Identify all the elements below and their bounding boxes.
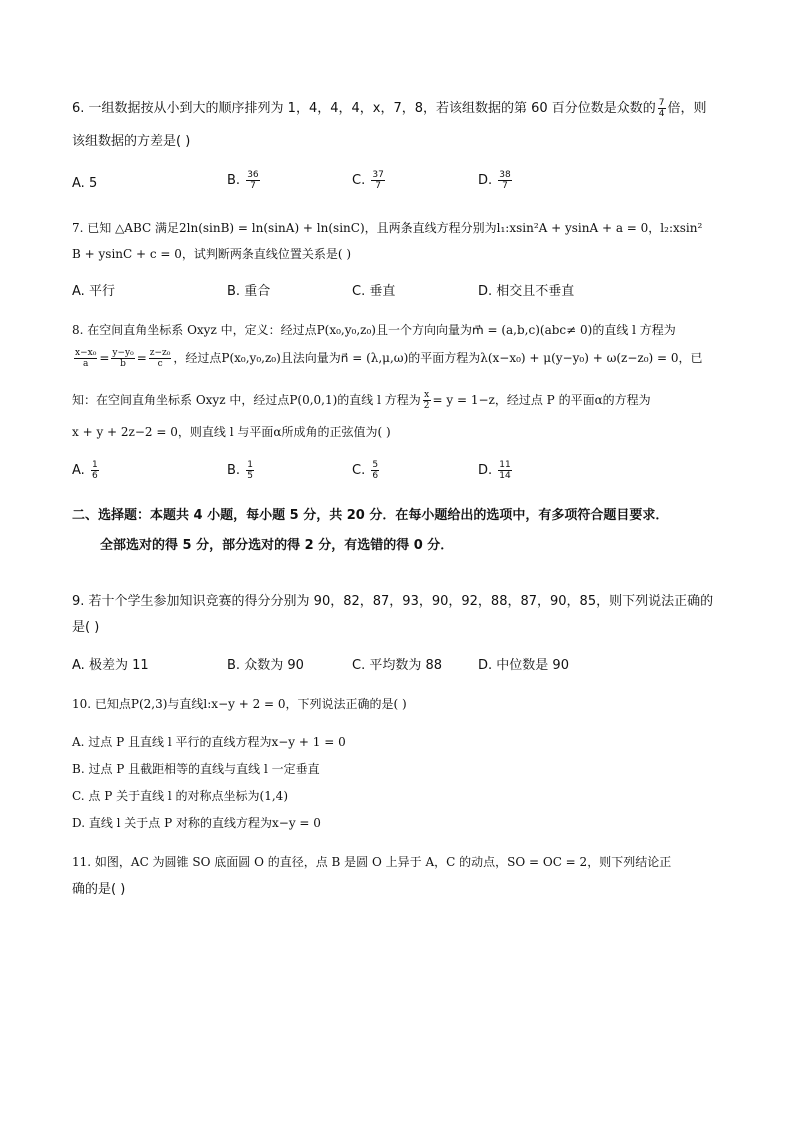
q6-option-d[interactable]: D. $\frac{38}{7}$ — [478, 170, 511, 191]
q8-fraction-line3: $\frac{x}{2}$ — [423, 390, 430, 411]
q11-line1: 11. 如图，AC 为圆锥 SO 底面圆 O 的直径，点 B 是圆 O 上异于 A，C 的动点，SO = OC = 2，则下列结论正 — [72, 855, 672, 869]
q6-option-a[interactable]: A. 5 — [72, 176, 98, 191]
q6-line2: 该组数据的方差是( ) — [72, 134, 191, 149]
q10-option-a[interactable]: A. 过点 P 且直线 l 平行的直线方程为x−y + 1 = 0 — [72, 735, 346, 749]
q8-option-c[interactable]: C. $\frac{5}{6}$ — [352, 460, 379, 481]
q10-option-c[interactable]: C. 点 P 关于直线 l 的对称点坐标为(1,4) — [72, 789, 289, 803]
q8-fraction-z: $\frac{\text{z−z₀}}{c}$ — [149, 348, 171, 369]
q9-line2: 是( ) — [72, 620, 100, 635]
q8-option-a[interactable]: A. $\frac{1}{6}$ — [72, 460, 98, 481]
q10-line1: 10. 已知点P(2,3)与直线l:x−y + 2 = 0，下列说法正确的是( ) — [72, 697, 407, 711]
q7-line1: 7. 已知 △ABC 满足2ln(sinB) = ln(sinA) + ln(sinC)，且两条直线方程分别为l₁:xsin²A + ysinA + a = 0，l₂:xsin² — [72, 221, 703, 235]
q6-fraction: $\frac{7}{4}$ — [658, 98, 665, 119]
q6-option-c[interactable]: C. $\frac{37}{7}$ — [352, 170, 384, 191]
q9-option-d[interactable]: D. 中位数是 90 — [478, 658, 569, 673]
q7-line2: B + ysinC + c = 0，试判断两条直线位置关系是( ) — [72, 247, 352, 261]
q9-option-b[interactable]: B. 众数为 90 — [227, 658, 304, 673]
q8-option-b[interactable]: B. $\frac{1}{5}$ — [227, 460, 253, 481]
q11-line2: 确的是( ) — [72, 882, 126, 897]
q7-option-c[interactable]: C. 垂直 — [352, 284, 396, 299]
section2-heading: 二、选择题：本题共 4 小题，每小题 5 分，共 20 分．在每小题给出的选项中，有多项符合题目要求． — [72, 508, 669, 523]
q8-fraction-x: $\frac{\text{x−x₀}}{a}$ — [75, 348, 97, 369]
q10-option-b[interactable]: B. 过点 P 且截距相等的直线与直线 l 一定垂直 — [72, 762, 320, 776]
q9-line1: 9. 若十个学生参加知识竞赛的得分分别为 90，82，87，93，90，92，88，87，90，85，则下列说法正确的 — [72, 594, 714, 609]
q6-option-b[interactable]: B. $\frac{36}{7}$ — [227, 170, 259, 191]
q6-stem: 6. 一组数据按从小到大的顺序排列为 1，4，4，4，x，7，8，若该组数据的第 60 百分位数是众数的 — [72, 101, 656, 116]
q7-option-b[interactable]: B. 重合 — [227, 284, 271, 299]
q7-option-d[interactable]: D. 相交且不垂直 — [478, 284, 575, 299]
q7-option-a[interactable]: A. 平行 — [72, 284, 115, 299]
q8-fraction-y: $\frac{\text{y−y₀}}{b}$ — [112, 348, 134, 369]
q9-option-a[interactable]: A. 极差为 11 — [72, 658, 149, 673]
q8-line2: $\frac{\text{x−x₀}}{a}$ = $\frac{\text{y−y₀}}{b}$ = $\frac{\text{z−z₀}}{c}$ ，经过点P(x₀,y₀,z₀)且法向量为n⃗ = (λ,μ,ω)的平面方程为λ(x−x₀) + μ(y−y₀) + ω(z−z₀) = 0，已 — [75, 348, 703, 369]
q8-line3: 知：在空间直角坐标系 Oxyz 中，经过点P(0,0,1)的直线 l 方程为 $\frac{x}{2}$ = y = 1−z，经过点 P 的平面α的方程为 — [72, 390, 651, 411]
q9-option-c[interactable]: C. 平均数为 88 — [352, 658, 443, 673]
section2-rules: 全部选对的得 5 分，部分选对的得 2 分，有选错的得 0 分． — [100, 538, 454, 553]
q8-line4: x + y + 2z−2 = 0，则直线 l 与平面α所成角的正弦值为( ) — [72, 425, 391, 439]
q8-line1: 8. 在空间直角坐标系 Oxyz 中，定义：经过点P(x₀,y₀,z₀)且一个方向向量为m⃗ = (a,b,c)(abc≠ 0)的直线 l 方程为 — [72, 323, 676, 337]
q6-line1: 6. 一组数据按从小到大的顺序排列为 1，4，4，4，x，7，8，若该组数据的第 60 百分位数是众数的 $\frac{7}{4}$ 倍，则 — [72, 98, 707, 119]
q8-option-d[interactable]: D. $\frac{11}{14}$ — [478, 460, 511, 481]
q10-option-d[interactable]: D. 直线 l 关于点 P 对称的直线方程为x−y = 0 — [72, 816, 321, 830]
